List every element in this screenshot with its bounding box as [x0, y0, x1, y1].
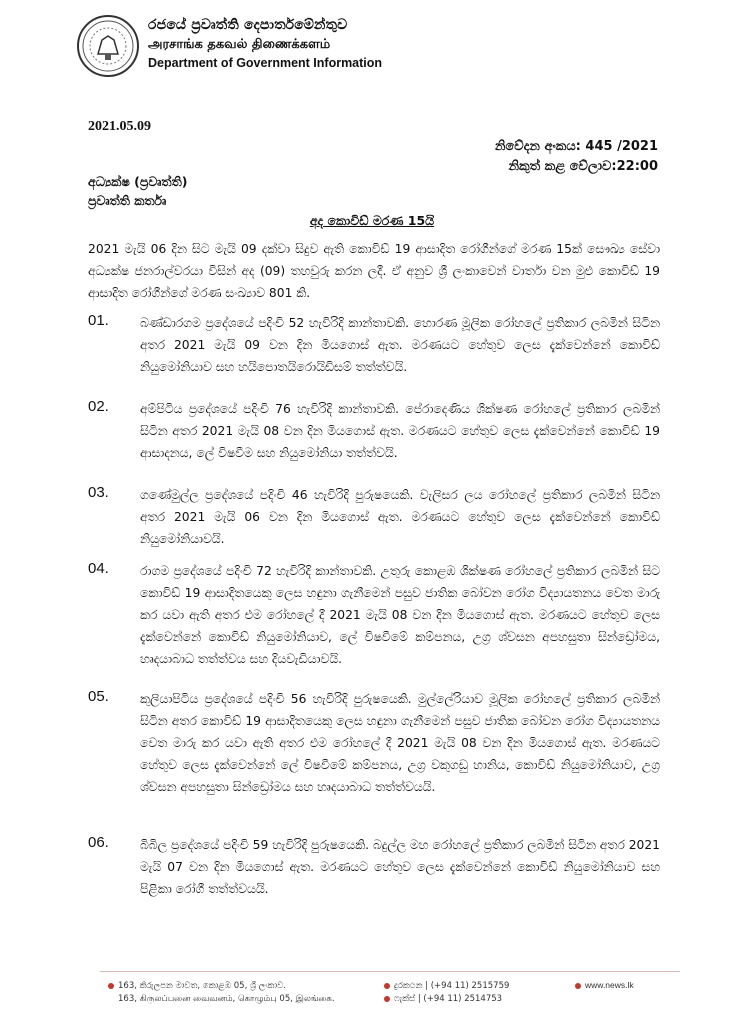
item-text: බිබිල ප්‍රදේශයේ පදිංචි 59 හැවිරිදි පුරුෂයෙකි. බදුල්ල මහ රෝහලේ ප්‍රතිකාර ලබමින් සිටින අතර 2021 මැයි 07 වන දින මියගොස් ඇත. මරණයට හේතුව ලෙස දැක්වෙන්නේ කොවිඩ් නියුමෝනියාව සහ පිළිකා රෝගී තත්ත්වයයි.: [140, 838, 660, 896]
page-footer: [0, 968, 744, 1024]
footer-divider: [100, 971, 680, 972]
release-number: නිවේදන අංකය: 445 /2021: [494, 139, 658, 154]
list-item: [88, 312, 660, 378]
government-emblem-icon: [76, 14, 140, 78]
issued-time: නිකුත් කළ වේලාව:22:00: [508, 159, 658, 174]
addressee-line: අධ්‍යක්ෂ (ප්‍රවෘත්ති): [88, 174, 188, 189]
list-item: [88, 834, 660, 900]
release-date: 2021.05.09: [88, 119, 151, 134]
globe-icon: [575, 983, 581, 989]
addressee-block: [88, 172, 187, 210]
footer-address: [108, 980, 335, 1006]
item-number: 02.: [88, 398, 109, 415]
location-pin-icon: [108, 983, 114, 989]
fax-number: ෆැක්ස් | (+94 11) 2514753: [394, 994, 503, 1004]
item-number: 01.: [88, 312, 109, 329]
address-tamil: 163, கிருலப்பனை வைவனம், கொழும்பு 05, இலங்கை.: [118, 994, 335, 1004]
addressee-line: ප්‍රවෘත්ති කර්තෘ: [88, 193, 167, 208]
item-number: 04.: [88, 560, 109, 577]
document-title: අද කොවිඩ් මරණ 15යි: [309, 213, 435, 228]
item-text: ගණේමුල්ල ප්‍රදේශයේ පදිංචි 46 හැවිරිදි පුරුෂයෙකි. වැලිසර ලය රෝහලේ ප්‍රතිකාර ලබමින් සිටින අතර 2021 මැයි 06 වන දින මියගොස් ඇත. මරණයට හේතුව ලෙස දැක්වෙන්නේ කොවිඩ් නියුමෝනියාවයි.: [140, 488, 660, 546]
department-name-tamil: அரசாங்க தகவல் திணைக்களம்: [148, 37, 331, 52]
item-text: රාගම ප්‍රදේශයේ පදිංචි 72 හැවිරිදි කාන්තාවකි. උතුරු කොළඹ ශික්ෂණ රෝහලේ ප්‍රතිකාර ලබමින් සිට කොවිඩ් 19 ආසාදිතයෙකු ලෙස හඳුනා ගැනීමෙන් පසුව ජාතික බෝවන රෝග විද්‍යායතනය වෙත මාරු කර යවා ඇති අතර එම රෝහලේ දී 2021 මැයි 08 වන දින මියගොස් ඇත. මරණයට හේතුව ලෙස දැක්වෙන්නේ කොවිඩ් නියුමෝනියාව, ලේ විෂවීමේ කම්පනය, උග්‍ර ශ්වසන අපහසුතා සින්ඩ්‍රෝමය, හෘදයාබාධ තත්ත්වය සහ දියවැඩියාවයි.: [140, 564, 660, 666]
website-link[interactable]: www.news.lk: [585, 980, 634, 990]
release-meta: [495, 137, 658, 177]
list-item: [88, 484, 660, 550]
item-text: කුලියාපිටිය ප්‍රදේශයේ පදිංචි 56 හැවිරිදි පුරුෂයෙකි. මුල්ලේරියාව මූලික රෝහලේ ප්‍රතිකාර ලබමින් සිටින අතර කොවිඩ් 19 ආසාදිතයෙකු ලෙස හඳුනා ගැනීමෙන් පසුව ජාතික බෝවන රෝග විද්‍යායතනය වෙත මාරු කර යවා ඇති අතර එම රෝහලේ දී 2021 මැයි 08 වන දින මියගොස් ඇත. මරණයට හේතුව ලෙස දැක්වෙන්නේ ලේ විෂවීමේ කම්පනය, උග්‍ර වකුගඩු හානිය, කොවිඩ් නියුමෝනියාව, උග්‍ර ශ්වසන අපහසුතා සින්ඩ්‍රෝමය සහ හෘදයාබාධ තත්ත්වයයි.: [140, 692, 660, 794]
department-name-sinhala: රජයේ ප්‍රවෘත්ති දෙපාර්තමේන්තුව: [148, 17, 348, 33]
intro-paragraph: 2021 මැයි 06 දින සිට මැයි 09 දක්වා සිදුව ඇති කොවිඩ් 19 ආසාදිත රෝගීන්ගේ මරණ 15ක් සෞඛ්‍ය සේවා අධ්‍යක්ෂ ජනරාල්වරයා විසින් අද (09) තහවුරු කරන ලදී. ඒ අනුව ශ්‍රී ලංකාවෙන් වාර්තා වන මුළු කොවිඩ් 19 ආසාදිත රෝගීන්ගේ මරණ සංඛ්‍යාව 801 කි.: [88, 242, 660, 300]
phone-icon: [384, 983, 390, 989]
item-number: 05.: [88, 688, 109, 705]
fax-icon: [384, 996, 390, 1002]
item-text: අම්පිටිය ප්‍රදේශයේ පදිංචි 76 හැවිරිදි කාන්තාවකි. පේරාදෙණිය ශික්ෂණ රෝහලේ ප්‍රතිකාර ලබමින් සිටින අතර 2021 මැයි 08 වන දින මියගොස් ඇත. මරණයට හේතුව ලෙස දැක්වෙන්නේ කොවිඩ් 19 ආසාදනය, ලේ විෂවීම සහ නියුමෝනියා තත්ත්වයි.: [140, 402, 660, 460]
list-item: [88, 688, 660, 798]
address-sinhala: 163, කිරුලපන මාවත, කොළඹ 05, ශ්‍රී ලංකාව.: [118, 981, 286, 991]
phone-number: දුරකථන | (+94 11) 2515759: [394, 981, 510, 991]
footer-web: [575, 980, 634, 990]
department-name-english: Department of Government Information: [148, 56, 383, 70]
item-number: 06.: [88, 834, 109, 851]
list-item: [88, 560, 660, 670]
list-item: [88, 398, 660, 464]
department-header: [148, 16, 382, 73]
footer-contact: [384, 980, 509, 1006]
item-text: බණ්ඩාරගම ප්‍රදේශයේ පදිංචි 52 හැවිරිදි කාන්තාවකි. හොරණ මූලික රෝහලේ ප්‍රතිකාර ලබමින් සිටින අතර 2021 මැයි 09 වන දින මියගොස් ඇත. මරණයට හේතුව ලෙස දැක්වෙන්නේ කොවිඩ් නියුමෝනියාව සහ හයිපොතයිරොයිඩිසම් තත්ත්වයි.: [140, 316, 660, 374]
item-number: 03.: [88, 484, 109, 501]
